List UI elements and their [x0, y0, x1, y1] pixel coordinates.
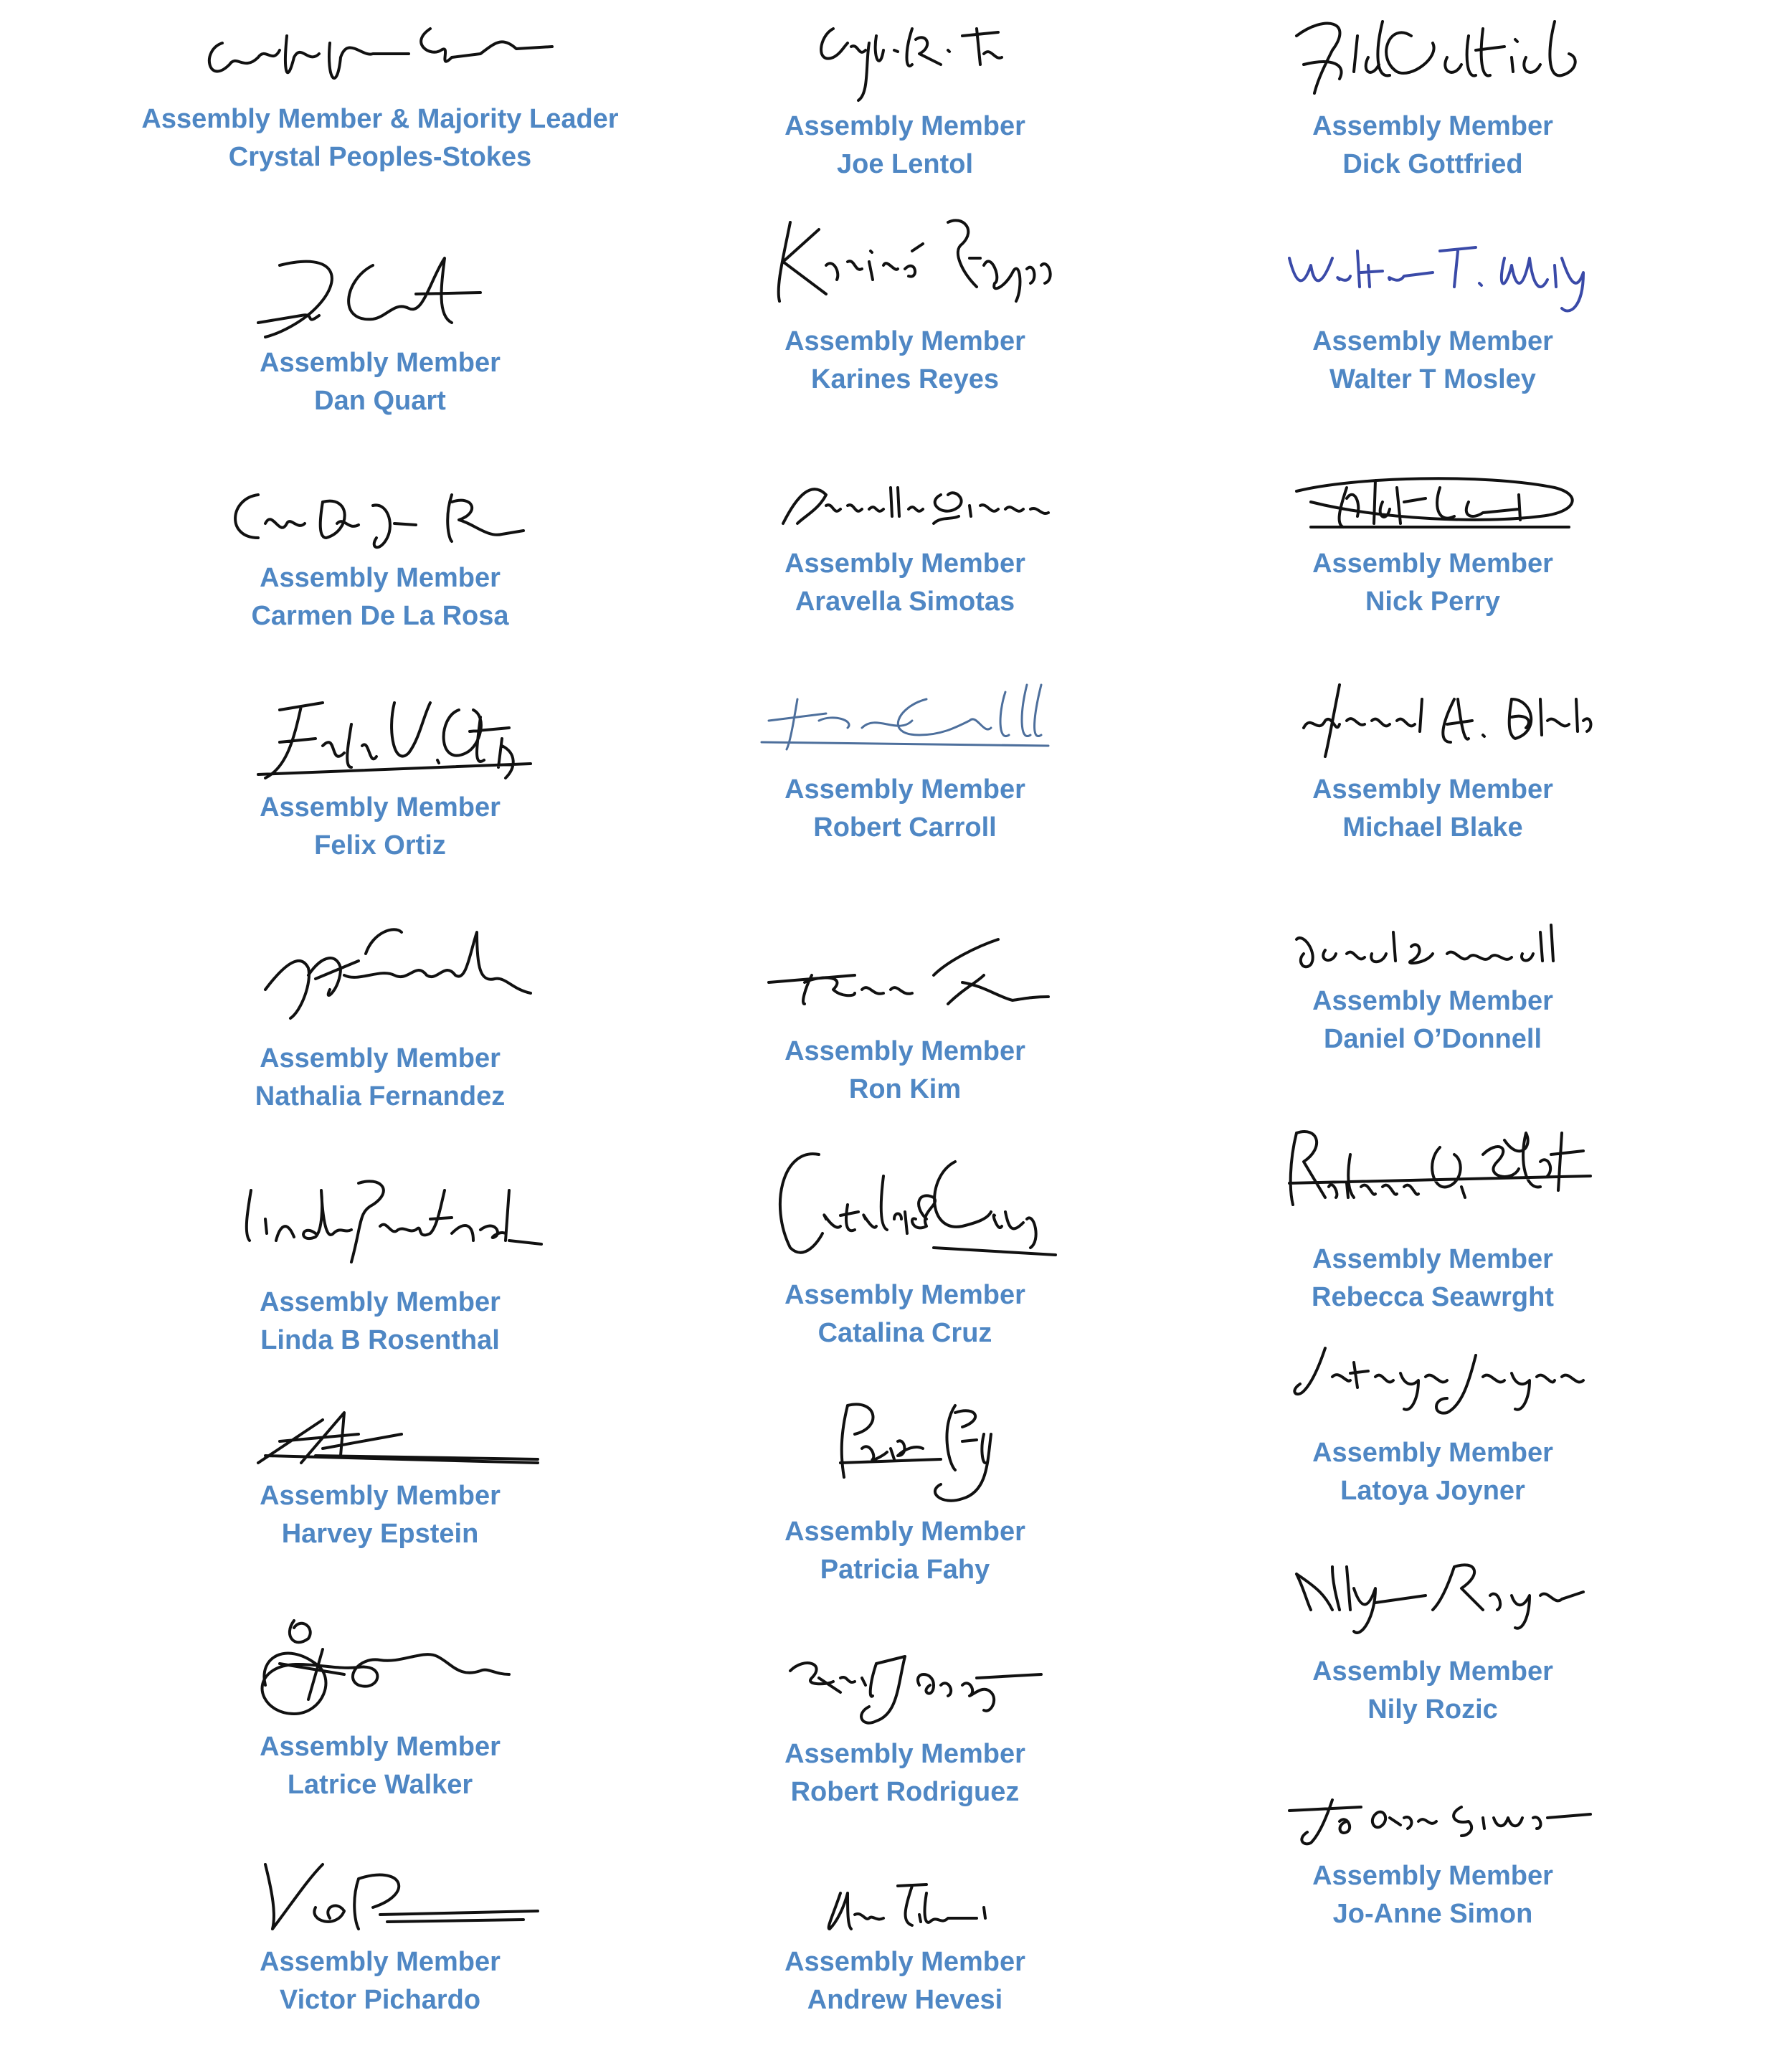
signature-image: [1268, 670, 1598, 771]
member-name: Michael Blake: [1342, 812, 1523, 843]
member-title: Assembly Member: [260, 792, 501, 822]
member-name: Aravella Simotas: [795, 587, 1015, 617]
signature-image: [797, 7, 1013, 108]
signature-image: [1268, 1778, 1598, 1857]
signature-block: [632, 201, 1177, 399]
member-name: Robert Carroll: [813, 812, 997, 843]
member-name: Daniel O’Donnell: [1323, 1024, 1542, 1054]
member-title: Assembly Member: [260, 563, 501, 593]
member-name: Harvey Epstein: [281, 1519, 479, 1549]
signature-image: [747, 918, 1063, 1033]
signature-image: [754, 466, 1056, 545]
member-title: Assembly Member: [1312, 1244, 1553, 1274]
member-title: Assembly Member: [784, 111, 1025, 141]
member-name: Ron Kim: [848, 1074, 962, 1104]
member-name: Jo-Anne Simon: [1332, 1899, 1533, 1929]
signature-image: [740, 670, 1070, 771]
signature-block: [632, 1133, 1177, 1352]
member-name: Nathalia Fernandez: [255, 1081, 506, 1111]
signature-block: [108, 1606, 653, 1804]
signature-image: [215, 688, 545, 789]
member-name: Walter T Mosley: [1329, 364, 1536, 394]
signature-block: [108, 1162, 653, 1360]
signature-image: [215, 1606, 545, 1728]
signature-image: [1268, 1119, 1598, 1241]
member-name: Rebecca Seawrght: [1312, 1282, 1554, 1312]
member-name: Joe Lentol: [836, 149, 974, 179]
signature-block: [108, 688, 653, 865]
signature-image: [1268, 1545, 1598, 1653]
member-name: Andrew Hevesi: [807, 1985, 1003, 2015]
member-title: Assembly Member & Majority Leader: [141, 104, 619, 134]
signature-image: [1268, 911, 1598, 982]
signature-block: [1160, 911, 1705, 1058]
member-name: Karines Reyes: [811, 364, 999, 394]
signature-block: [1160, 1778, 1705, 1933]
member-title: Assembly Member: [784, 326, 1025, 356]
member-name: Linda B Rosenthal: [260, 1325, 500, 1355]
signature-image: [740, 1133, 1070, 1276]
signature-block: [632, 466, 1177, 621]
signature-block: [108, 480, 653, 635]
member-name: Latoya Joyner: [1340, 1476, 1525, 1506]
signature-block: [108, 1405, 653, 1553]
member-title: Assembly Member: [260, 1043, 501, 1073]
signature-image: [215, 1162, 545, 1284]
member-title: Assembly Member: [1312, 986, 1553, 1016]
member-title: Assembly Member: [260, 348, 501, 378]
member-title: Assembly Member: [1312, 326, 1553, 356]
member-name: Felix Ortiz: [314, 830, 446, 860]
member-title: Assembly Member: [1312, 1861, 1553, 1891]
signature-image: [762, 1642, 1048, 1735]
member-title: Assembly Member: [260, 1732, 501, 1762]
member-title: Assembly Member: [784, 1739, 1025, 1769]
member-name: Carmen De La Rosa: [251, 601, 509, 631]
member-title: Assembly Member: [784, 1036, 1025, 1066]
member-title: Assembly Member: [784, 549, 1025, 579]
member-title: Assembly Member: [1312, 1438, 1553, 1468]
member-name: Nick Perry: [1365, 587, 1500, 617]
member-title: Assembly Member: [784, 1947, 1025, 1977]
member-title: Assembly Member: [784, 1517, 1025, 1547]
member-name: Dan Quart: [314, 386, 446, 416]
member-title: Assembly Member: [1312, 549, 1553, 579]
signature-block: [1160, 7, 1705, 184]
signature-block: [632, 670, 1177, 847]
signature-block: [108, 1850, 653, 2019]
member-name: Latrice Walker: [287, 1770, 473, 1800]
member-title: Assembly Member: [1312, 774, 1553, 805]
signature-block: [1160, 1545, 1705, 1729]
signature-image: [1268, 1327, 1598, 1434]
member-name: Victor Pichardo: [279, 1985, 481, 2015]
member-name: Patricia Fahy: [820, 1555, 990, 1585]
member-title: Assembly Member: [260, 1287, 501, 1317]
signature-image: [1268, 7, 1598, 108]
member-name: Nily Rozic: [1367, 1694, 1498, 1725]
signature-image: [805, 1872, 1005, 1943]
signature-image: [215, 480, 545, 559]
signature-block: [632, 1642, 1177, 1811]
signature-block: [108, 237, 653, 420]
signature-block: [108, 911, 653, 1116]
signature-block: [1160, 1327, 1705, 1510]
member-name: Crystal Peoples-Stokes: [228, 142, 532, 172]
signature-image: [797, 1391, 1013, 1513]
signature-image: [1268, 229, 1598, 323]
signature-block: [1160, 459, 1705, 621]
member-name: Catalina Cruz: [817, 1318, 992, 1348]
member-title: Assembly Member: [784, 774, 1025, 805]
member-title: Assembly Member: [784, 1280, 1025, 1310]
signature-image: [747, 201, 1063, 323]
signature-image: [1268, 459, 1598, 545]
signature-image: [222, 911, 538, 1040]
member-title: Assembly Member: [260, 1481, 501, 1511]
signature-image: [237, 237, 523, 344]
member-title: Assembly Member: [260, 1947, 501, 1977]
signature-block: [632, 918, 1177, 1109]
signature-block: [632, 1391, 1177, 1589]
signature-image: [215, 1850, 545, 1943]
member-name: Dick Gottfried: [1342, 149, 1523, 179]
signature-block: [108, 14, 653, 176]
member-title: Assembly Member: [1312, 111, 1553, 141]
signature-block: [1160, 229, 1705, 399]
member-title: Assembly Member: [1312, 1656, 1553, 1687]
signature-image: [215, 1405, 545, 1477]
signature-block: [1160, 1119, 1705, 1317]
signature-image: [194, 14, 566, 100]
signature-block: [1160, 670, 1705, 847]
member-name: Robert Rodriguez: [790, 1777, 1020, 1807]
signature-block: [632, 7, 1177, 184]
signature-block: [632, 1872, 1177, 2019]
